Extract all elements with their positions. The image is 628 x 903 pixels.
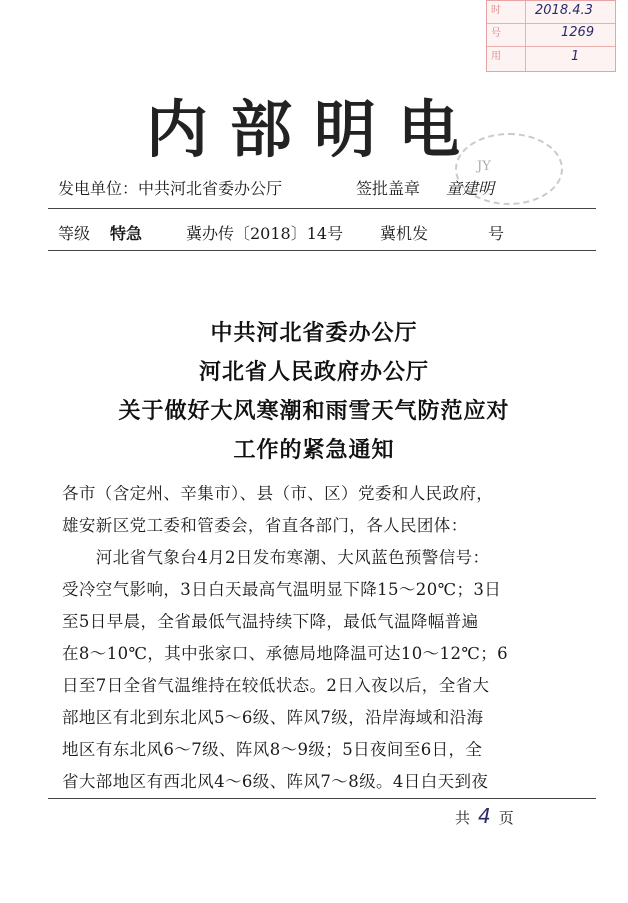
body-line-2: 受冷空气影响，3日白天最高气温明显下降15～20℃；3日 bbox=[62, 580, 502, 599]
footer-rule bbox=[48, 798, 596, 799]
body-line-8: 省大部地区有西北风4～6级、阵风7～8级。4日白天到夜 bbox=[62, 772, 489, 791]
addressee-line-1: 各市（含定州、辛集市）、县（市、区）党委和人民政府， bbox=[62, 484, 494, 503]
heading-line-1: 中共河北省委办公厅 bbox=[210, 320, 418, 346]
stamp-copy: 1 bbox=[571, 49, 580, 64]
signer-name: 童建明 bbox=[446, 179, 495, 198]
level-value: 特急 bbox=[110, 224, 143, 243]
heading-line-4: 工作的紧急通知 bbox=[233, 437, 395, 463]
body-line-5: 日至7日全省气温维持在较低状态。2日入夜以后，全省大 bbox=[62, 676, 490, 695]
page-count-number: 4 bbox=[478, 804, 491, 828]
page-count-prefix: 共 bbox=[455, 809, 471, 827]
body-line-6: 部地区有北到东北风5～6级、阵风7级，沿岸海域和沿海 bbox=[62, 708, 484, 727]
sign-label: 签批盖章 bbox=[356, 179, 421, 198]
seal-text: JY bbox=[477, 159, 491, 174]
page-count bbox=[455, 804, 514, 828]
sender-label: 发电单位： bbox=[58, 179, 139, 198]
sender-name: 中共河北省委办公厅 bbox=[138, 179, 283, 198]
page-count-suffix: 页 bbox=[498, 809, 514, 827]
body-line-4: 在8～10℃，其中张家口、承德局地降温可达10～12℃；6 bbox=[62, 644, 508, 663]
sender-line bbox=[58, 176, 495, 199]
stamp-date: 2018.4.3 bbox=[535, 3, 593, 18]
machine-number-label: 号 bbox=[488, 224, 505, 243]
level-label: 等级 bbox=[58, 224, 91, 243]
document-title: 内部明电 bbox=[145, 93, 482, 166]
heading-line-3: 关于做好大风寒潮和雨雪天气防范应对 bbox=[118, 398, 510, 424]
machine-label: 冀机发 bbox=[380, 224, 429, 243]
stamp-label-use: 用 bbox=[491, 51, 501, 62]
stamp-number: 1269 bbox=[561, 25, 595, 40]
stamp-label-number: 号 bbox=[491, 28, 501, 39]
body-line-1: 河北省气象台4月2日发布寒潮、大风蓝色预警信号： bbox=[62, 548, 490, 567]
receipt-stamp bbox=[486, 0, 616, 72]
divider-bottom bbox=[48, 250, 596, 251]
addressee-line-2: 雄安新区党工委和管委会，省直各部门，各人民团体： bbox=[62, 516, 468, 535]
heading-line-2: 河北省人民政府办公厅 bbox=[198, 359, 429, 385]
divider-top bbox=[48, 208, 596, 209]
body-line-7: 地区有东北风6～7级、阵风8～9级；5日夜间至6日，全 bbox=[62, 740, 483, 759]
body-line-3: 至5日早晨，全省最低气温持续下降，最低气温降幅普遍 bbox=[62, 612, 479, 631]
doc-number: 冀办传〔2018〕14号 bbox=[186, 224, 344, 243]
level-line bbox=[58, 221, 598, 241]
stamp-label-time: 时 bbox=[491, 5, 501, 16]
